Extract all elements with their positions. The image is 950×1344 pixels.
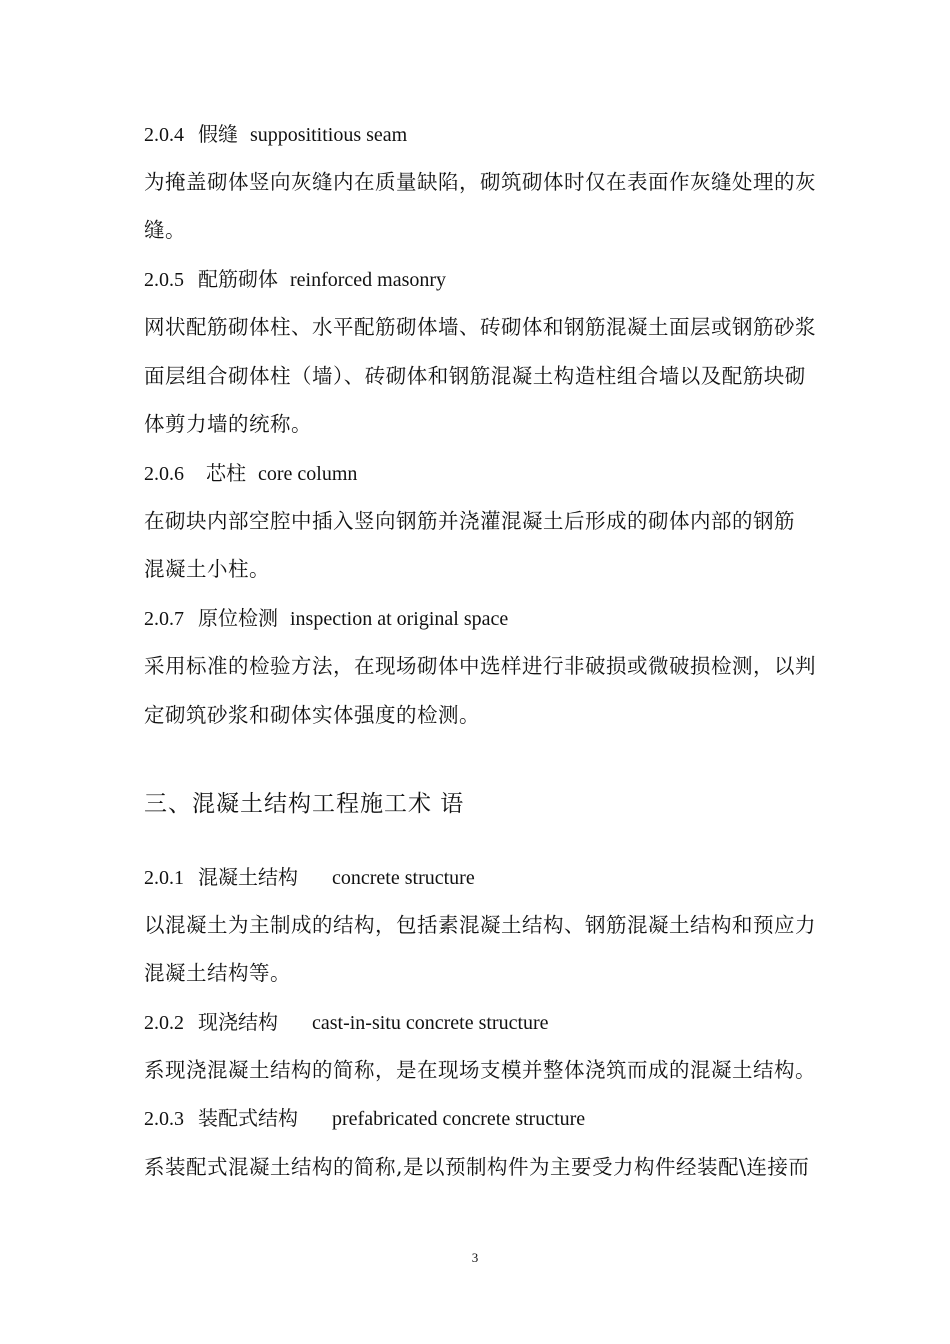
term-chinese: 原位检测 <box>198 606 278 630</box>
term-chinese: 配筋砌体 <box>198 267 278 291</box>
term-definition-line: 以混凝土为主制成的结构，包括素混凝土结构、钢筋混凝土结构和预应力 <box>144 913 816 937</box>
term-number: 2.0.4 <box>144 124 184 146</box>
term-definition-line: 在砌块内部空腔中插入竖向钢筋并浇灌混凝土后形成的砌体内部的钢筋 <box>144 509 795 533</box>
term-definition-line: 系现浇混凝土结构的简称，是在现场支模并整体浇筑而成的混凝土结构。 <box>144 1058 816 1082</box>
term-english: cast-in-situ concrete structure <box>312 1012 549 1034</box>
term-chinese: 混凝土结构 <box>198 865 298 889</box>
term-heading <box>144 1008 549 1037</box>
term-heading <box>144 459 357 488</box>
term-number: 2.0.5 <box>144 269 184 291</box>
term-english: supposititious seam <box>250 124 408 146</box>
term-english: inspection at original space <box>290 608 509 630</box>
section-title: 三、混凝土结构工程施工术 语 <box>144 791 465 817</box>
page-number: 3 <box>471 1250 479 1265</box>
term-number: 2.0.6 <box>144 463 184 485</box>
term-definition-line: 面层组合砌体柱（墙）、砖砌体和钢筋混凝土构造柱组合墙以及配筋块砌 <box>144 364 806 388</box>
term-definition-line: 体剪力墙的统称。 <box>144 412 312 436</box>
term-english: reinforced masonry <box>290 269 447 291</box>
term-heading <box>144 265 446 294</box>
term-english: prefabricated concrete structure <box>332 1108 586 1130</box>
term-chinese: 装配式结构 <box>198 1106 298 1130</box>
term-chinese: 假缝 <box>198 122 238 146</box>
term-chinese: 现浇结构 <box>198 1010 278 1034</box>
term-heading <box>144 1104 585 1133</box>
term-english: core column <box>258 463 358 485</box>
term-chinese: 芯柱 <box>206 461 246 485</box>
term-english: concrete structure <box>332 867 475 889</box>
term-definition-line: 网状配筋砌体柱、水平配筋砌体墙、砖砌体和钢筋混凝土面层或钢筋砂浆 <box>144 315 816 339</box>
term-number: 2.0.7 <box>144 608 184 630</box>
term-number: 2.0.3 <box>144 1108 184 1130</box>
term-definition-line: 混凝土小柱。 <box>144 557 270 581</box>
term-definition-line: 定砌筑砂浆和砌体实体强度的检测。 <box>144 703 480 727</box>
term-number: 2.0.2 <box>144 1012 184 1034</box>
term-definition-line: 系装配式混凝土结构的简称,是以预制构件为主要受力构件经装配\连接而 <box>144 1155 810 1179</box>
term-definition-line: 采用标准的检验方法，在现场砌体中选样进行非破损或微破损检测，以判 <box>144 654 816 678</box>
term-number: 2.0.1 <box>144 867 184 889</box>
term-heading <box>144 863 475 892</box>
term-heading <box>144 604 508 633</box>
term-definition-line: 为掩盖砌体竖向灰缝内在质量缺陷，砌筑砌体时仅在表面作灰缝处理的灰 <box>144 170 816 194</box>
term-definition-line: 缝。 <box>144 218 186 242</box>
term-heading <box>144 120 407 149</box>
term-definition-line: 混凝土结构等。 <box>144 961 291 985</box>
